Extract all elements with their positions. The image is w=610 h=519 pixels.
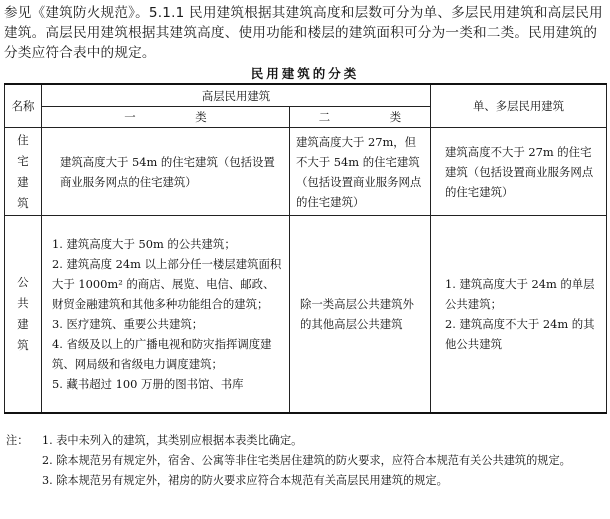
header-row	[5, 84, 607, 107]
row-name-residential: 住宅建筑	[5, 128, 42, 216]
building-classification-table	[4, 83, 607, 414]
list-item: 3. 医疗建筑、重要公共建筑；	[52, 317, 204, 331]
residential-class-one: 建筑高度大于 54m 的住宅建筑（包括设置商业服务网点的住宅建筑）	[42, 128, 290, 216]
list-item: 2. 建筑高度不大于 24m 的其他公共建筑	[445, 317, 595, 351]
public-low-multi-list	[431, 274, 606, 354]
table-notes	[6, 431, 606, 491]
public-class-one-list	[42, 234, 289, 394]
header-low-multi: 单、多层民用建筑	[431, 84, 607, 128]
list-item: 2. 建筑高度 24m 以上部分任一楼层建筑面积大于 1000m² 的商店、展览、电信、邮政、财贸金融建筑和其他多种功能组合的建筑；	[52, 257, 282, 311]
note-item: 2. 除本规范另有规定外，宿舍、公寓等非住宅类居住建筑的防火要求，应符合本规范有关公共建筑的规定。	[42, 454, 571, 467]
header-name: 名称	[5, 84, 42, 128]
table-title: 民用建筑的分类	[250, 66, 360, 81]
notes-lead: 注：	[6, 434, 29, 447]
header-high-rise: 高层民用建筑	[42, 84, 431, 107]
table-row	[5, 216, 607, 414]
header-class-two: 二 类	[290, 107, 431, 128]
note-item: 注： 1. 表中未列入的建筑，其类别应根据本表类比确定。	[6, 431, 606, 451]
public-class-one	[42, 216, 290, 414]
residential-class-two: 建筑高度大于 27m，但不大于 54m 的住宅建筑（包括设置商业服务网点的住宅建筑）	[290, 128, 431, 216]
residential-low-multi: 建筑高度不大于 27m 的住宅建筑（包括设置商业服务网点的住宅建筑）	[431, 128, 607, 216]
list-item: 1. 建筑高度大于 50m 的公共建筑；	[52, 237, 236, 251]
row-name-public: 公共建筑	[5, 216, 42, 414]
note-item: 3. 除本规范另有规定外，裙房的防火要求应符合本规范有关高层民用建筑的规定。	[42, 474, 448, 487]
public-low-multi	[431, 216, 607, 414]
list-item: 4. 省级及以上的广播电视和防灾指挥调度建筑、网局级和省级电力调度建筑；	[52, 337, 272, 371]
intro-paragraph: 参见《建筑防火规范》。5.1.1 民用建筑根据其建筑高度和层数可分为单、多层民用建筑和高层民用建筑。高层民用建筑根据其建筑高度、使用功能和楼层的建筑面积可分为一类和二类。民用建筑的分类应符合表中的规定。	[4, 5, 603, 61]
header-class-one: 一 类	[42, 107, 290, 128]
public-class-two: 除一类高层公共建筑外的其他高层公共建筑	[290, 216, 431, 414]
list-item: 5. 藏书超过 100 万册的图书馆、书库	[52, 377, 244, 391]
table-row	[5, 128, 607, 216]
list-item: 1. 建筑高度大于 24m 的单层公共建筑；	[445, 277, 595, 311]
